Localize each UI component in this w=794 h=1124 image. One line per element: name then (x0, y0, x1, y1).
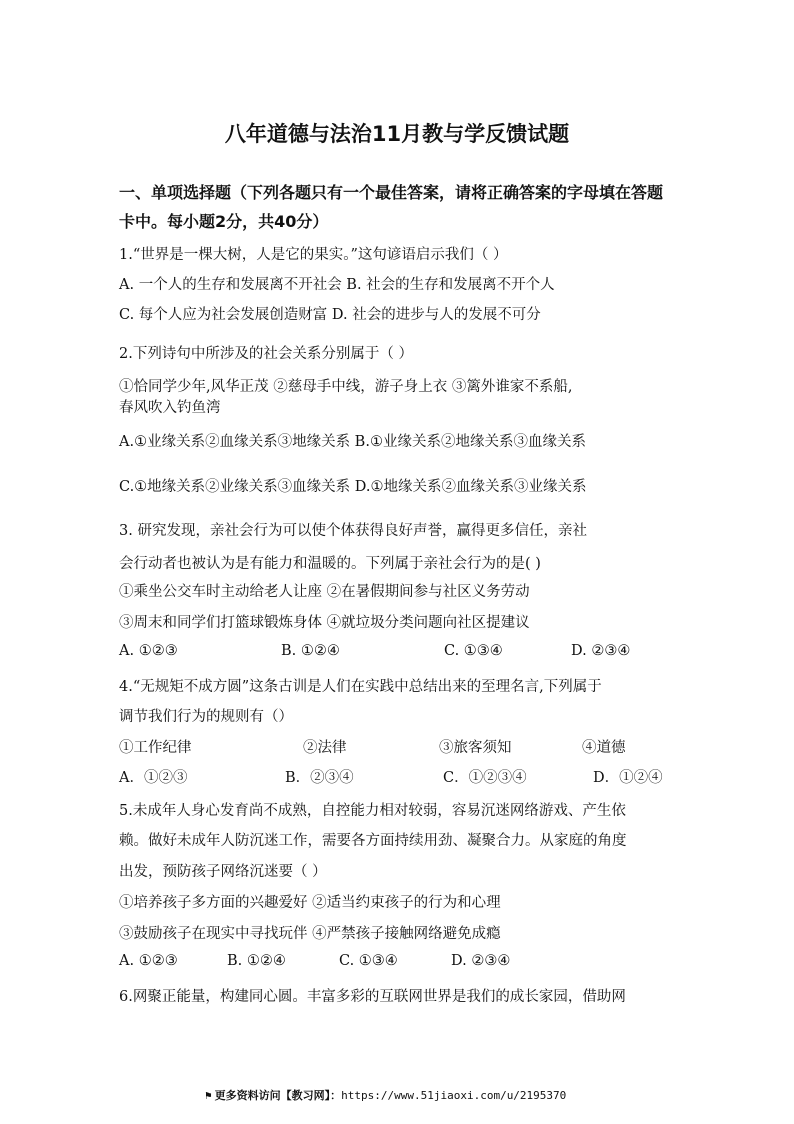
choice-b: B．②③④ (285, 770, 354, 786)
question-5-items-line-1: ①培养孩子多方面的兴趣爱好 ②适当约束孩子的行为和心理 (119, 895, 501, 911)
section-heading-line-1: 一、单项选择题（下列各题只有一个最佳答案，请将正确答案的字母填在答题 (119, 183, 664, 202)
question-2-stem: 2.下列诗句中所涉及的社会关系分别属于（ ） (119, 346, 413, 362)
footer-link[interactable]: https://www.51jiaoxi.com/u/2195370 (341, 1089, 567, 1102)
question-3-items-line-1: ①乘坐公交车时主动给老人让座 ②在暑假期间参与社区义务劳动 (119, 584, 530, 600)
question-5-stem-line-3: 出发，预防孩子网络沉迷要（ ） (119, 864, 327, 880)
question-2-options-ab: A.①业缘关系②血缘关系③地缘关系 B.①业缘关系②地缘关系③血缘关系 (119, 434, 586, 450)
choice-c: C. ①③④ (444, 643, 503, 659)
choice-b: B. ①②④ (227, 953, 286, 969)
choice-b: B. ①②④ (281, 643, 340, 659)
item-1: ①工作纪律 (119, 740, 192, 756)
choice-a: A. ①②③ (119, 953, 178, 969)
section-heading-line-2: 卡中。每小题2分，共40分） (119, 212, 329, 231)
item-3: ③旅客须知 (439, 740, 512, 756)
question-5-stem-line-1: 5.未成年人身心发育尚不成熟，自控能力相对较弱，容易沉迷网络游戏、产生依 (119, 803, 626, 819)
choice-c: C．①②③④ (443, 770, 527, 786)
flag-icon: ⚑ (205, 1089, 212, 1102)
choice-a: A. ①②③ (119, 643, 178, 659)
question-4-stem-line-1: 4.“无规矩不成方圆”这条古训是人们在实践中总结出来的至理名言,下列属于 (119, 679, 602, 695)
item-4: ④道德 (582, 740, 626, 756)
choice-d: D. ②③④ (451, 953, 511, 969)
choice-d: D. ②③④ (571, 643, 631, 659)
question-5-stem-line-2: 赖。做好未成年人防沉迷工作，需要各方面持续用劲、凝聚合力。从家庭的角度 (119, 833, 627, 849)
question-3-stem-line-1: 3. 研究发现，亲社会行为可以使个体获得良好声誉，赢得更多信任，亲社 (119, 523, 587, 539)
question-1-options-ab: A. 一个人的生存和发展离不开社会 B. 社会的生存和发展离不开个人 (119, 277, 555, 293)
question-3-stem-line-2: 会行动者也被认为是有能力和温暖的。下列属于亲社会行为的是( ) (119, 556, 541, 572)
footer-label: 更多资料访问【教习网】： (214, 1089, 342, 1102)
question-5-items-line-2: ③鼓励孩子在现实中寻找玩伴 ④严禁孩子接触网络避免成瘾 (119, 926, 501, 942)
question-2-items-line-2: 春风吹入钓鱼湾 (119, 400, 221, 416)
question-4-stem-line-2: 调节我们行为的规则有（） (119, 709, 293, 725)
choice-a: A．①②③ (119, 770, 188, 786)
question-3-items-line-2: ③周末和同学们打篮球锻炼身体 ④就垃圾分类问题向社区提建议 (119, 615, 530, 631)
question-1-options-cd: C. 每个人应为社会发展创造财富 D. 社会的进步与人的发展不可分 (119, 307, 541, 323)
question-2-items-line-1: ①恰同学少年,风华正茂 ②慈母手中线，游子身上衣 ③篱外谁家不系船, (119, 379, 573, 395)
question-6-stem-line-1: 6.网聚正能量，构建同心圆。丰富多彩的互联网世界是我们的成长家园，借助网 (119, 989, 626, 1005)
choice-d: D．①②④ (593, 770, 663, 786)
item-2: ②法律 (303, 740, 347, 756)
page-title: 八年道德与法治11月教与学反馈试题 (224, 122, 570, 146)
footer (205, 1087, 566, 1103)
choice-c: C. ①③④ (339, 953, 398, 969)
question-1-stem: 1.“世界是一棵大树，人是它的果实。”这句谚语启示我们（ ） (119, 247, 508, 263)
question-2-options-cd: C.①地缘关系②业缘关系③血缘关系 D.①地缘关系②血缘关系③业缘关系 (119, 479, 587, 495)
